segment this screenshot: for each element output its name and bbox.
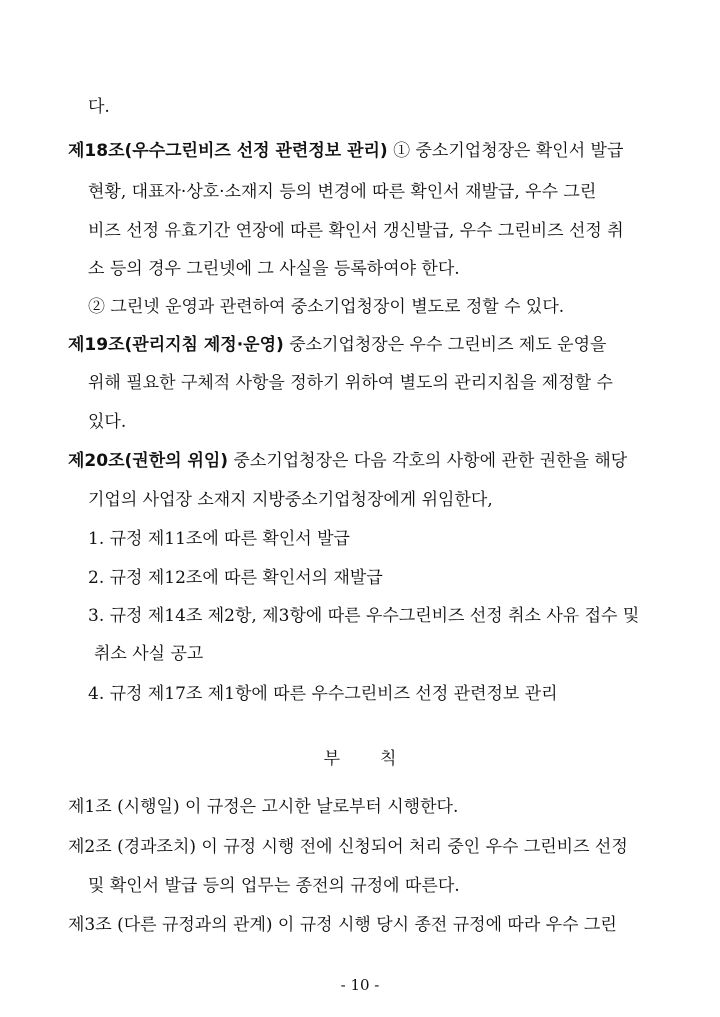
article-19-title: 제19조(관리지침 제정·운영) [68, 335, 284, 355]
list-item: 2. 규정 제12조에 따른 확인서의 재발급 [88, 568, 383, 588]
text-line: 및 확인서 발급 등의 업무는 종전의 규정에 따른다. [88, 876, 460, 896]
article-19-heading-line [68, 334, 660, 356]
text-line: 현황, 대표자·상호·소재지 등의 변경에 따른 확인서 재발급, 우수 그린 [88, 182, 597, 202]
article-18-heading-line [68, 140, 660, 162]
text-line: 위해 필요한 구체적 사항을 정하기 위하여 별도의 관리지침을 제정할 수 [88, 373, 613, 393]
text-line: 다. [88, 97, 110, 117]
list-item-continuation: 취소 사실 공고 [94, 644, 204, 664]
text-line: ② 그린넷 운영과 관련하여 중소기업청장이 별도로 정할 수 있다. [88, 297, 565, 317]
appendix-article: 제3조 (다른 규정과의 관계) 이 규정 시행 당시 종전 규정에 따라 우수 그린 [68, 915, 617, 935]
list-item: 1. 규정 제11조에 따른 확인서 발급 [88, 529, 350, 549]
article-20-text: 중소기업청장은 다음 각호의 사항에 관한 권한을 해당 [228, 451, 628, 471]
text-line: 소 등의 경우 그린넷에 그 사실을 등록하여야 한다. [88, 259, 460, 279]
article-18-text: ① 중소기업청장은 확인서 발급 [387, 141, 624, 161]
article-19-text: 중소기업청장은 우수 그린비즈 제도 운영을 [283, 335, 607, 355]
page-number: - 10 - [340, 976, 380, 994]
article-20-heading-line [68, 450, 660, 472]
article-20-title: 제20조(권한의 위임) [68, 451, 229, 471]
appendix-article: 제1조 (시행일) 이 규정은 고시한 날로부터 시행한다. [68, 797, 459, 817]
list-item: 4. 규정 제17조 제1항에 따른 우수그린비즈 선정 관련정보 관리 [88, 684, 558, 704]
text-line: 있다. [88, 412, 127, 432]
article-18-title: 제18조(우수그린비즈 선정 관련정보 관리) [68, 141, 388, 161]
text-line: 기업의 사업장 소재지 지방중소기업청장에게 위임한다, [88, 490, 493, 510]
list-item: 3. 규정 제14조 제2항, 제3항에 따른 우수그린비즈 선정 취소 사유 접수 및 [88, 606, 640, 626]
appendix-title: 부칙 [323, 749, 437, 769]
text-line: 비즈 선정 유효기간 연장에 따른 확인서 갱신발급, 우수 그린비즈 선정 취 [88, 221, 624, 241]
appendix-article: 제2조 (경과조치) 이 규정 시행 전에 신청되어 처리 중인 우수 그린비즈 선정 [68, 837, 628, 857]
